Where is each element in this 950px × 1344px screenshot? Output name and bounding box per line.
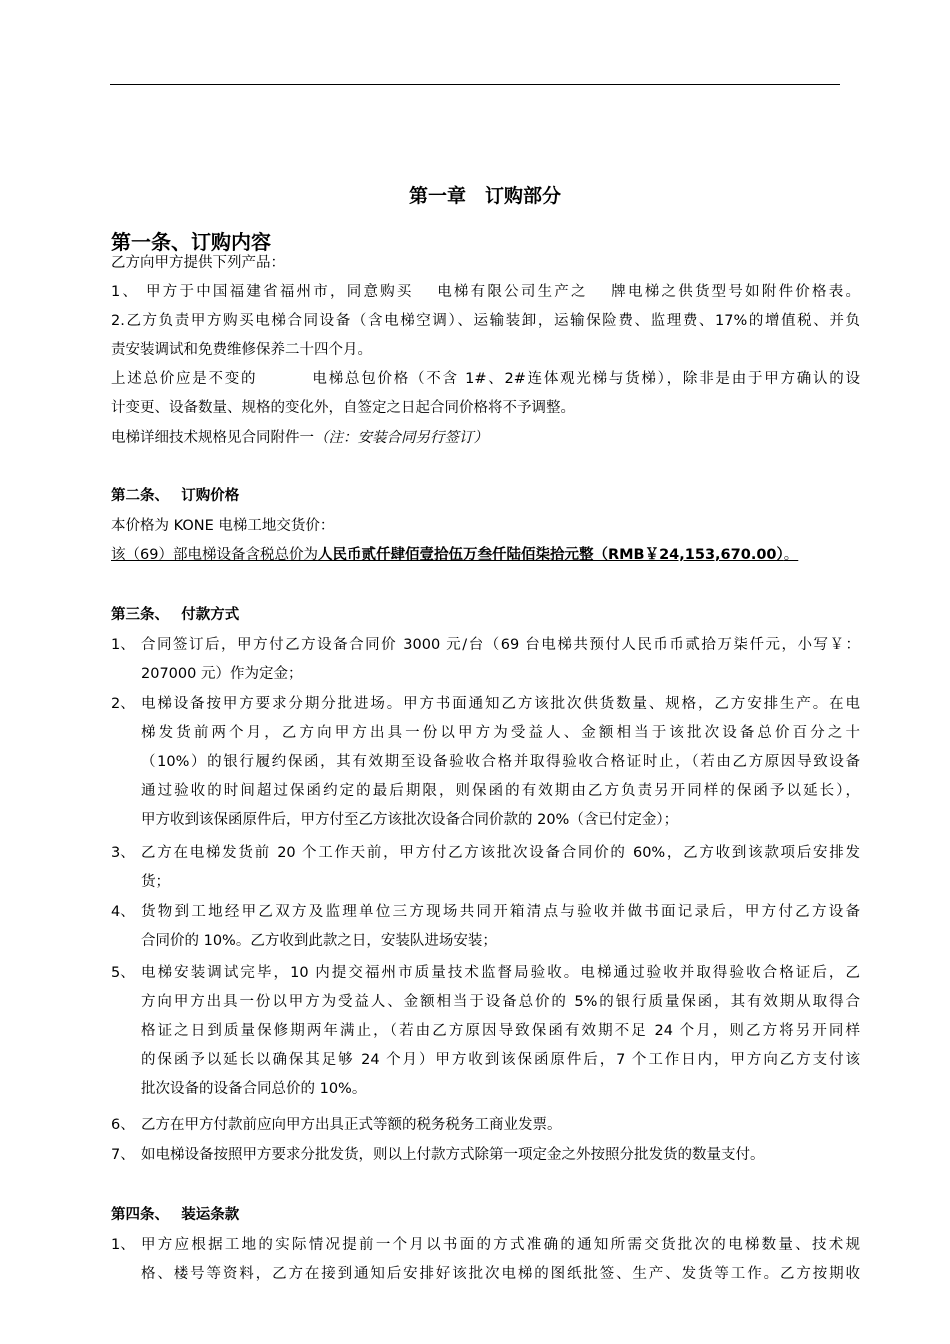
payment-item-4 bbox=[111, 898, 860, 956]
article-1-para-3-line-2: 计变更、设备数量、规格的变化外，自签定之日起合同价格将不予调整。 bbox=[111, 400, 575, 416]
spec-reference: 电梯详细技术规格见合同附件一 bbox=[111, 430, 314, 446]
item-number: 6、 bbox=[111, 1117, 135, 1133]
item-line: 乙方在电梯发货前 20 个工作天前，甲方付乙方该批次设备合同价的 60%，乙方收到该款项后安排发 bbox=[141, 845, 860, 861]
item-number: 1、 bbox=[111, 1237, 135, 1253]
article-3-heading: 第三条、 付款方式 bbox=[111, 607, 240, 623]
item-line: （10%）的银行履约保函，其有效期至设备验收合格并取得验收合格证时止，（若由乙方原因导致设备 bbox=[141, 754, 860, 770]
item-line: 甲方收到该保函原件后，甲方付至乙方该批次设备合同价款的 20%（含已付定金）； bbox=[141, 812, 679, 828]
article-2-total-price bbox=[111, 541, 860, 570]
article-1-para-2-line-1: 2.乙方负责甲方购买电梯合同设备（含电梯空调）、运输装卸，运输保险费、监理费、17%的增值税、并负 bbox=[111, 313, 860, 329]
item-number: 3、 bbox=[111, 845, 135, 861]
article-2-para-1: 本价格为 KONE 电梯工地交货价： bbox=[111, 518, 335, 534]
total-price-amount: 人民币贰仟肆佰壹拾伍万叁仟陆佰柒拾元整（RMB￥24,153,670.00） bbox=[317, 547, 784, 563]
payment-item-5 bbox=[111, 959, 860, 1104]
item-line: 电梯安装调试完毕，10 内提交福州市质量技术监督局验收。电梯通过验收并取得验收合格证后，乙 bbox=[141, 965, 860, 981]
payment-item-6 bbox=[111, 1111, 860, 1140]
item-line: 电梯设备按甲方要求分期分批进场。甲方书面通知乙方该批次供货数量、规格，乙方安排生产。在电 bbox=[141, 696, 860, 712]
article-1-para-4 bbox=[111, 424, 860, 453]
payment-item-1 bbox=[111, 631, 860, 689]
payment-item-7 bbox=[111, 1141, 860, 1170]
item-line: 格证之日到质量保修期两年满止，（若由乙方原因导致保函有效期不足 24 个月，则乙方将另开同样 bbox=[141, 1023, 860, 1039]
installation-note: （注：安装合同另行签订） bbox=[314, 430, 488, 446]
payment-item-3 bbox=[111, 839, 860, 897]
item-number: 7、 bbox=[111, 1147, 135, 1163]
item-line: 格、楼号等资料，乙方在接到通知后安排好该批次电梯的图纸批签、生产、发货等工作。乙方按期收 bbox=[141, 1266, 860, 1282]
header-rule bbox=[110, 84, 840, 85]
item-number: 1、 bbox=[111, 637, 135, 653]
article-2-heading: 第二条、 订购价格 bbox=[111, 488, 240, 504]
item-number: 4、 bbox=[111, 904, 135, 920]
shipping-item-1 bbox=[111, 1231, 860, 1289]
article-1-para-1: 1、 甲方于中国福建省福州市，同意购买 电梯有限公司生产之 牌电梯之供货型号如附件价格表。 bbox=[111, 284, 860, 300]
item-line: 207000 元）作为定金； bbox=[141, 666, 303, 682]
total-price-lead: 该（69）部电梯设备含税总价为 bbox=[111, 547, 318, 563]
item-line: 批次设备的设备合同总价的 10%。 bbox=[141, 1081, 367, 1097]
article-4-heading: 第四条、 装运条款 bbox=[111, 1207, 240, 1223]
article-1-intro: 乙方向甲方提供下列产品： bbox=[111, 255, 285, 271]
total-price-end: 。 bbox=[783, 547, 799, 563]
article-1-para-3-line-1: 上述总价应是不变的 电梯总包价格（不含 1#、2#连体观光梯与货梯），除非是由于甲方确认的设 bbox=[111, 371, 860, 387]
item-number: 5、 bbox=[111, 965, 135, 981]
item-line: 货物到工地经甲乙双方及监理单位三方现场共同开箱清点与验收并做书面记录后，甲方付乙方设备 bbox=[141, 904, 860, 920]
item-number: 2、 bbox=[111, 696, 135, 712]
item-line: 货； bbox=[141, 874, 170, 890]
item-line: 的保函予以延长以确保其足够 24 个月）甲方收到该保函原件后，7 个工作日内，甲方向乙方支付该 bbox=[141, 1052, 860, 1068]
item-line: 通过验收的时间超过保函约定的最后期限，则保函的有效期由乙方负责另开同样的保函予以延长）， bbox=[141, 783, 860, 799]
item-line: 甲方应根据工地的实际情况提前一个月以书面的方式准确的通知所需交货批次的电梯数量、技术规 bbox=[141, 1237, 860, 1253]
article-1-para-2-line-2: 责安装调试和免费维修保养二十四个月。 bbox=[111, 342, 372, 358]
item-line: 合同签订后，甲方付乙方设备合同价 3000 元/台（69 台电梯共预付人民币币贰拾万柒仟元，小写￥： bbox=[141, 637, 860, 653]
item-line: 乙方在甲方付款前应向甲方出具正式等额的税务税务工商业发票。 bbox=[141, 1117, 562, 1133]
payment-item-2 bbox=[111, 690, 860, 835]
chapter-title: 第一章 订购部分 bbox=[408, 185, 561, 207]
item-line: 合同价的 10%。乙方收到此款之日，安装队进场安装； bbox=[141, 933, 497, 949]
article-1-heading: 第一条、订购内容 bbox=[111, 230, 271, 254]
item-line: 梯发货前两个月，乙方向甲方出具一份以甲方为受益人、金额相当于该批次设备总价百分之十 bbox=[141, 725, 860, 741]
item-line: 如电梯设备按照甲方要求分批发货，则以上付款方式除第一项定金之外按照分批发货的数量支付。 bbox=[141, 1147, 765, 1163]
item-line: 方向甲方出具一份以甲方为受益人、金额相当于设备总价的 5%的银行质量保函，其有效期从取得合 bbox=[141, 994, 860, 1010]
